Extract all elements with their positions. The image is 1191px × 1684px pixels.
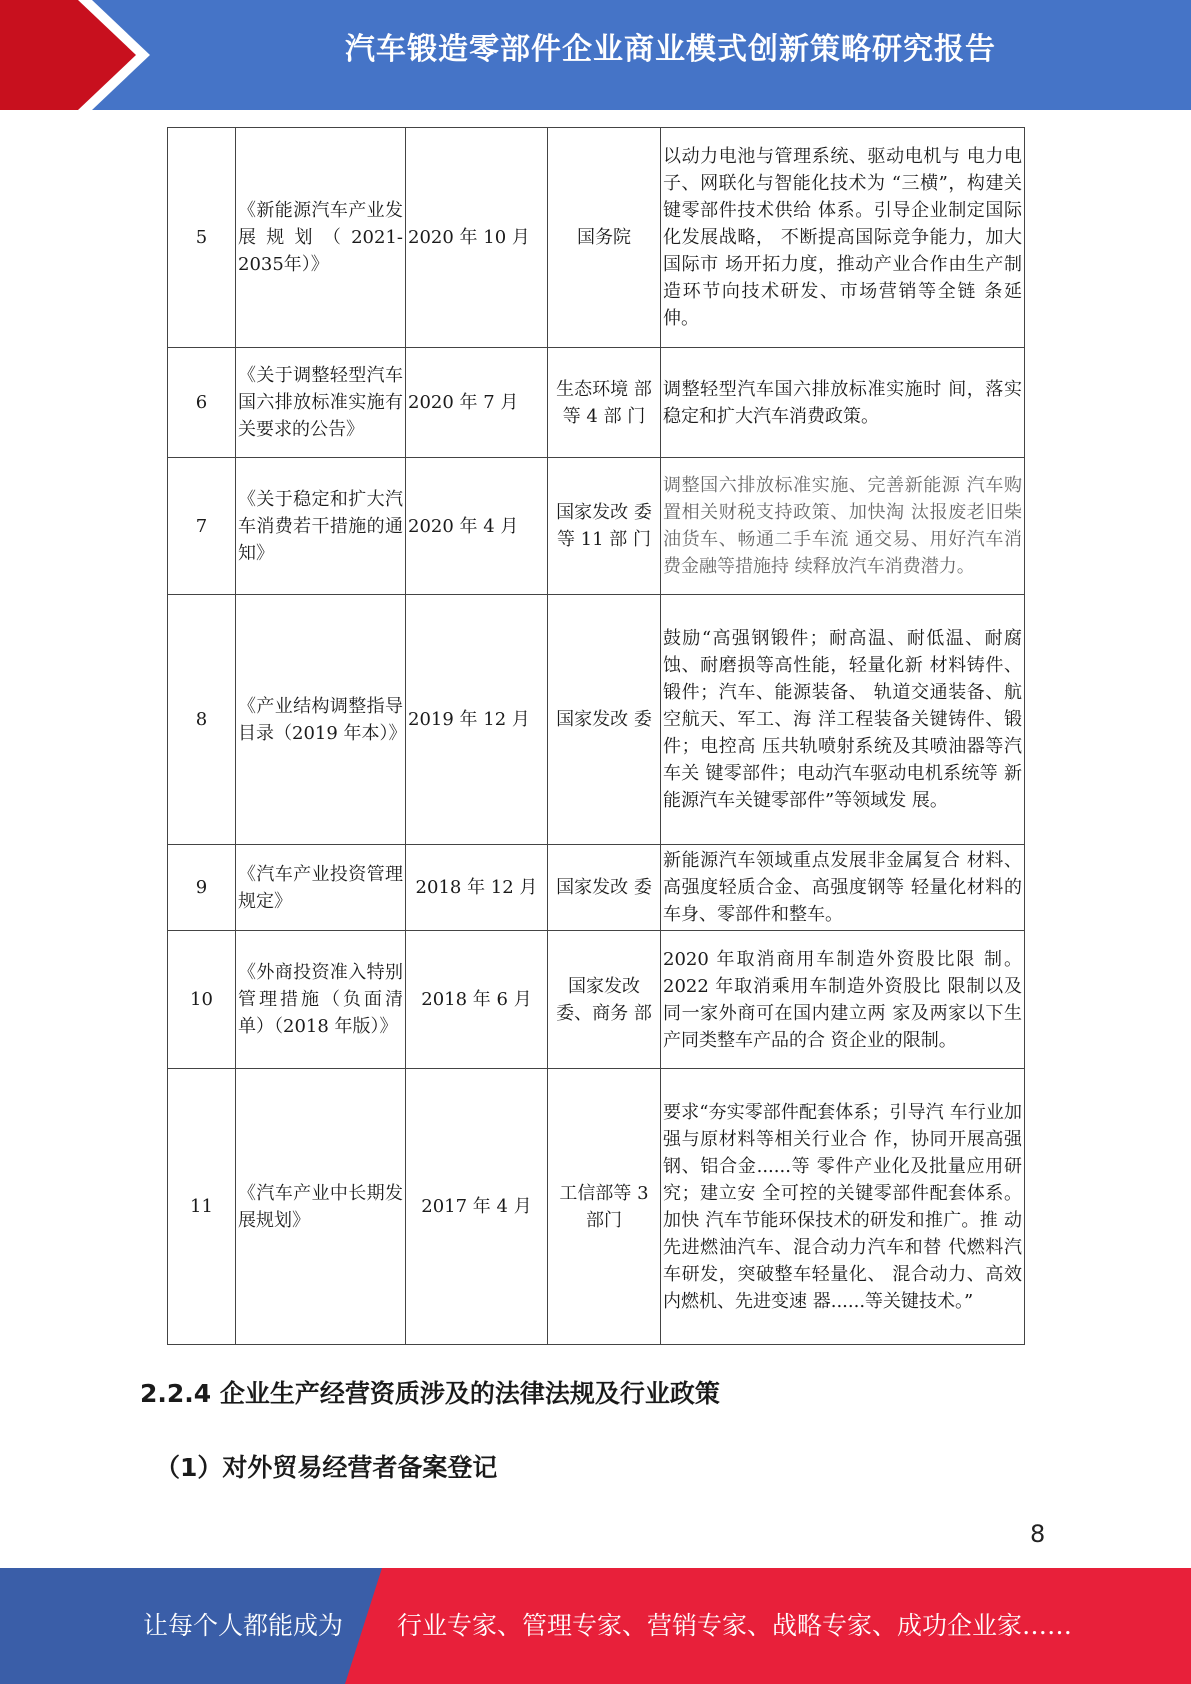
policy-summary: 鼓励“高强钢锻件；耐高温、耐低温、耐腐蚀、耐磨损等高性能，轻量化新 材料铸件、锻件；汽车、能源装备、 轨道交通装备、航空航天、军工、海 洋工程装备关键铸件、锻件；电控高 压共轨喷射系统及其喷油器等汽车关 键零部件；电动汽车驱动电机系统等 新能源汽车关键零部件”等领域发 展。 [661,595,1025,845]
page-footer [0,1568,1191,1684]
policy-summary: 要求“夯实零部件配套体系；引导汽 车行业加强与原材料等相关行业合 作，协同开展高强钢、铝合金......等 零件产业化及批量应用研究；建立安 全可控的关键零部件配套体系。加快 汽车节能环保技术的研发和推广。推 动先进燃油汽车、混合动力汽车和替 代燃料汽车研发，突破整车轻量化、 混合动力、高效内燃机、先进变速 器......等关键技术。” [661,1069,1025,1345]
table-row [168,931,1025,1069]
issuing-body: 工信部等 3 部门 [548,1069,661,1345]
issuing-body: 国家发改 委、商务 部 [548,931,661,1069]
footer-slogan-left: 让每个人都能成为 [143,1611,344,1640]
issuing-body: 国家发改 委 [548,595,661,845]
issuing-body: 国家发改 委 [548,845,661,931]
policy-summary: 调整轻型汽车国六排放标准实施时 间，落实稳定和扩大汽车消费政策。 [661,348,1025,458]
page-number: 8 [1030,1520,1046,1548]
row-number: 11 [168,1069,236,1345]
policy-table [167,127,1025,1345]
row-number: 7 [168,458,236,595]
issue-date: 2018 年 6 月 [406,931,548,1069]
row-number: 9 [168,845,236,931]
issuing-body: 国务院 [548,128,661,348]
issue-date: 2017 年 4 月 [406,1069,548,1345]
table-row [168,458,1025,595]
row-number: 6 [168,348,236,458]
policy-name: 《关于稳定和扩大汽车消费若干措施的通知》 [236,458,406,595]
footer-slogan-right: 行业专家、管理专家、营销专家、战略专家、成功企业家…… [397,1611,1073,1640]
table-row [168,1069,1025,1345]
policy-name: 《产业结构调整指导目录（2019 年本）》 [236,595,406,845]
row-number: 10 [168,931,236,1069]
row-number: 8 [168,595,236,845]
issuing-body: 国家发改 委等 11 部 门 [548,458,661,595]
policy-summary: 新能源汽车领域重点发展非金属复合 材料、高强度轻质合金、高强度钢等 轻量化材料的车身、零部件和整车。 [661,845,1025,931]
section-heading: 2.2.4 企业生产经营资质涉及的法律法规及行业政策 [140,1379,720,1408]
policy-name: 《关于调整轻型汽车国六排放标准实施有关要求的公告》 [236,348,406,458]
table-row [168,128,1025,348]
issue-date: 2020 年 10 月 [406,128,548,348]
issue-date: 2018 年 12 月 [406,845,548,931]
table-row [168,595,1025,845]
row-number: 5 [168,128,236,348]
issue-date: 2019 年 12 月 [406,595,548,845]
policy-summary: 以动力电池与管理系统、驱动电机与 电力电子、网联化与智能化技术为 “三横”，构建关键零部件技术供给 体系。引导企业制定国际化发展战略， 不断提高国际竞争能力，加大国际市 场开拓力度，推动产业合作由生产制 造环节向技术研发、市场营销等全链 条延伸。 [661,128,1025,348]
policy-summary: 2020 年取消商用车制造外资股比限 制。2022 年取消乘用车制造外资股比 限制以及同一家外商可在国内建立两 家及两家以下生产同类整车产品的合 资企业的限制。 [661,931,1025,1069]
table-row [168,845,1025,931]
policy-name: 《汽车产业投资管理规定》 [236,845,406,931]
report-title: 汽车锻造零部件企业商业模式创新策略研究报告 [345,32,996,67]
policy-summary: 调整国六排放标准实施、完善新能源 汽车购置相关财税支持政策、加快淘 汰报废老旧柴油货车、畅通二手车流 通交易、用好汽车消费金融等措施持 续释放汽车消费潜力。 [661,458,1025,595]
page-header [0,0,1191,110]
policy-name: 《新能源汽车产业发展规划（2021-2035年）》 [236,128,406,348]
issue-date: 2020 年 7 月 [406,348,548,458]
issuing-body: 生态环境 部等 4 部 门 [548,348,661,458]
issue-date: 2020 年 4 月 [406,458,548,595]
sub-heading: （1）对外贸易经营者备案登记 [155,1453,498,1482]
table-row [168,348,1025,458]
policy-name: 《外商投资准入特别管理措施（负面清单）（2018 年版）》 [236,931,406,1069]
policy-name: 《汽车产业中长期发展规划》 [236,1069,406,1345]
